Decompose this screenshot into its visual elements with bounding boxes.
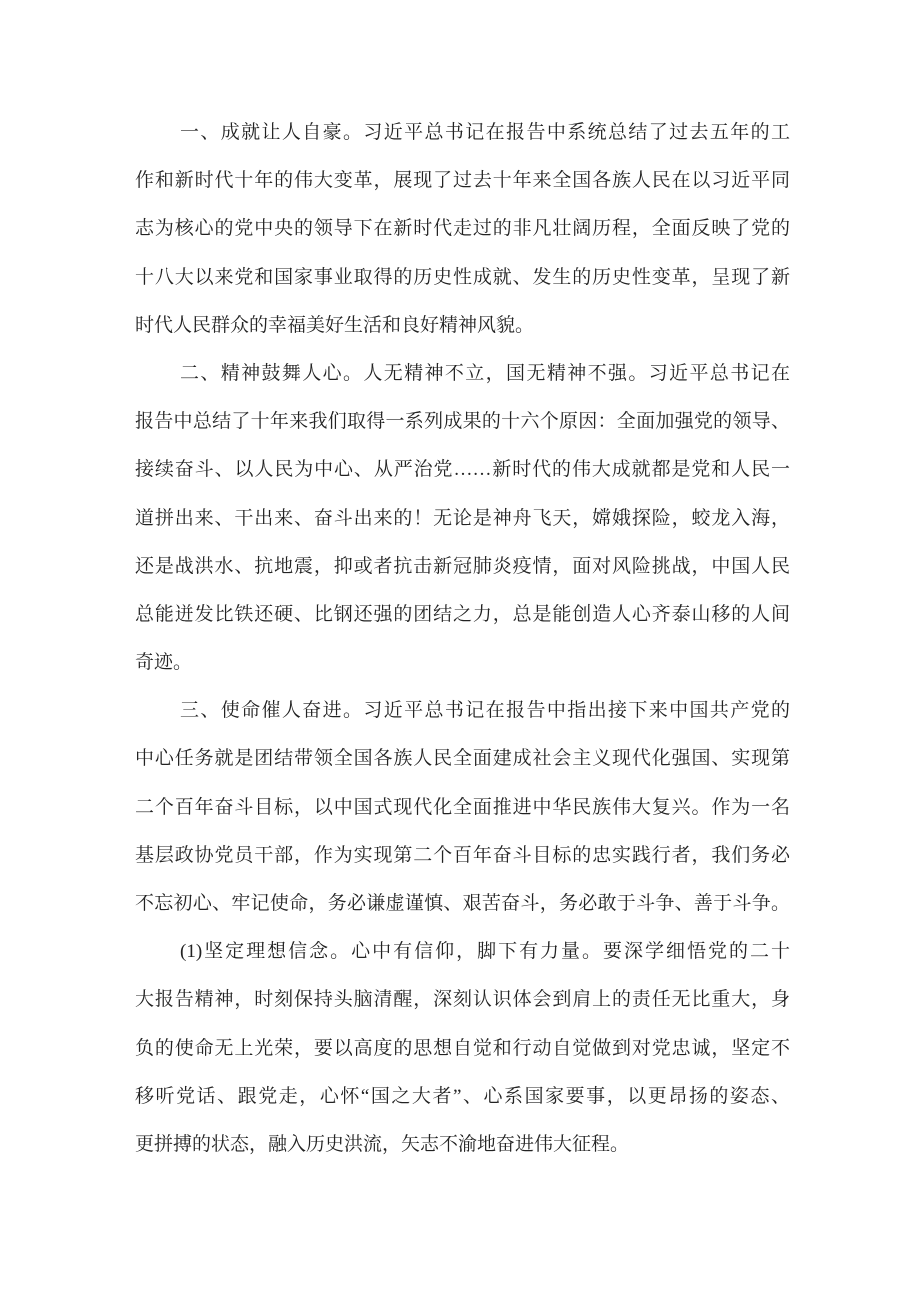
text-line: 一、成就让人自豪。习近平总书记在报告中系统总结了过去五年的工: [180, 122, 790, 143]
text-line: 中心任务就是团结带领全国各族人民全面建成社会主义现代化强国、实现第: [135, 748, 790, 770]
text-line: 接续奋斗、以人民为中心、从严治党……新时代的伟大成就都是党和人民一: [135, 459, 790, 481]
text-line: 总能迸发比铁还硬、比钢还强的团结之力，总是能创造人心齐泰山移的人间: [135, 603, 790, 625]
paragraph: [135, 928, 790, 1169]
text-line: 基层政协党员干部，作为实现第二个百年奋斗目标的忠实践行者，我们务必: [135, 844, 790, 866]
text-line: 作和新时代十年的伟大变革，展现了过去十年来全国各族人民在以习近平同: [135, 170, 790, 192]
paragraph: [135, 350, 790, 687]
text-line: 更拼搏的状态，融入历史洪流，矢志不渝地奋进伟大征程。: [135, 1133, 630, 1155]
text-line: 奇迹。: [135, 652, 193, 674]
text-line: 不忘初心、牢记使命，务必谦虚谨慎、艰苦奋斗，务必敢于斗争、善于斗争。: [135, 893, 790, 914]
text-line: 志为核心的党中央的领导下在新时代走过的非凡壮阔历程，全面反映了党的: [135, 218, 790, 240]
text-line: 十八大以来党和国家事业取得的历史性成就、发生的历史性变革，呈现了新: [135, 266, 790, 288]
text-line: 大报告精神，时刻保持头脑清醒，深刻认识体会到肩上的责任无比重大，身: [135, 989, 790, 1011]
text-line: 时代人民群众的幸福美好生活和良好精神风貌。: [135, 314, 535, 336]
text-line: 二、精神鼓舞人心。人无精神不立，国无精神不强。习近平总书记在: [180, 362, 790, 384]
text-line: 负的使命无上光荣，要以高度的思想自觉和行动自觉做到对党忠诚，坚定不: [135, 1037, 790, 1059]
text-line: 三、使命催人奋进。习近平总书记在报告中指出接下来中国共产党的: [180, 700, 790, 722]
text-line: 报告中总结了十年来我们取得一系列成果的十六个原因：全面加强党的领导、: [135, 411, 790, 433]
paragraph: [135, 687, 790, 928]
text-line: 移听党话、跟党走，心怀“国之大者”、心系国家要事，以更昂扬的姿态、: [135, 1085, 790, 1107]
document-body: [135, 109, 790, 1169]
text-line: (1)坚定理想信念。心中有信仰，脚下有力量。要深学细悟党的二十: [180, 941, 790, 963]
text-line: 道拼出来、干出来、奋斗出来的！无论是神舟飞天，嫦娥探险，蛟龙入海，: [135, 507, 790, 529]
text-line: 二个百年奋斗目标，以中国式现代化全面推进中华民族伟大复兴。作为一名: [135, 796, 790, 818]
text-line: 还是战洪水、抗地震，抑或者抗击新冠肺炎疫情，面对风险挑战，中国人民: [135, 555, 790, 577]
paragraph: [135, 109, 790, 350]
